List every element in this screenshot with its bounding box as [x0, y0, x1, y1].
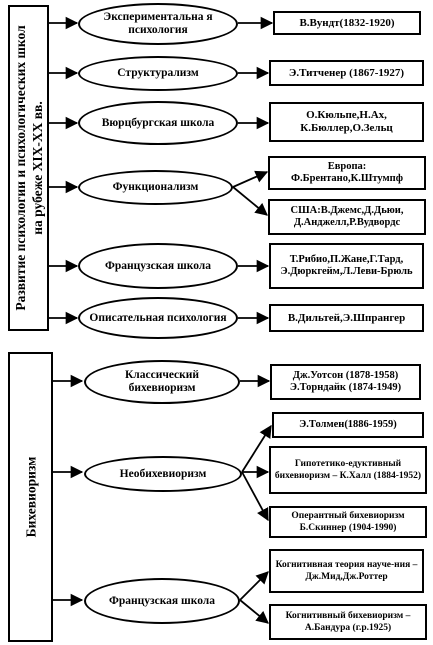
ref-titchener: Э.Титченер (1867-1927) [269, 60, 424, 86]
ref-functionalism-usa: США:В.Джемс,Д.Дьюи, Д.Анджелл,Р.Вудвордс [268, 199, 426, 235]
ref-mead-rotter: Когнитивная теория науче-ния – Дж.Мид,Дж.Роттер [269, 549, 424, 593]
school-french: Французская школа [78, 243, 238, 289]
arrow-right [242, 472, 268, 520]
school-neobehaviorism: Необихевиоризм [84, 456, 242, 492]
section-behaviorism-box [8, 352, 53, 642]
arrow-right [240, 572, 268, 600]
school-descriptive-psychology: Описательная психология [78, 297, 238, 339]
ref-french-school: Т.Рибио,П.Жане,Г.Тард, Э.Дюркгейм,Л.Леви-Брюль [269, 243, 424, 289]
school-functionalism: Функционализм [78, 170, 233, 205]
section-psychology-schools-box [8, 5, 49, 331]
ref-tolman: Э.Толмен(1886-1959) [272, 412, 424, 438]
arrow-right [233, 187, 267, 215]
ref-wundt: В.Вундт(1832-1920) [273, 11, 421, 35]
ref-descriptive: В.Дильтей,Э.Шпрангер [269, 304, 424, 332]
school-experimental-psychology: Экспериментальна я психология [78, 3, 238, 45]
arrow-right [233, 172, 267, 187]
ref-bandura: Когнитивный бихевиоризм – А.Бандура (г.р.1925) [269, 604, 427, 640]
section-title-line: на рубеже XIX-XX вв. [29, 101, 45, 235]
school-classical-behaviorism: Классический бихевиоризм [84, 360, 240, 404]
section-psychology-schools-title [12, 25, 46, 310]
school-french-behaviorism: Французская школа [84, 578, 240, 624]
ref-skinner: Оперантный бихевиоризм Б.Скиннер (1904-1990) [269, 506, 427, 538]
arrow-right [240, 600, 268, 623]
ref-functionalism-europe: Европа: Ф.Брентано,К.Штумпф [268, 156, 426, 190]
section-behaviorism-title: Бихевиоризм [23, 456, 38, 538]
school-structuralism: Структурализм [78, 56, 238, 91]
ref-watson-thorndike: Дж.Уотсон (1878-1958) Э.Торндайк (1874-1949) [270, 364, 421, 400]
school-wurzburg: Вюрцбургская школа [78, 101, 238, 145]
arrow-right [242, 426, 271, 472]
ref-hull: Гипотетико-едуктивный бихевиоризм – К.Халл (1884-1952) [269, 446, 427, 494]
section-title-line: Развитие психологии и психологических школ [12, 25, 28, 311]
ref-wurzburg-authors: О.Кюльпе,Н.Ах, К.Бюллер,О.Зельц [269, 102, 424, 142]
